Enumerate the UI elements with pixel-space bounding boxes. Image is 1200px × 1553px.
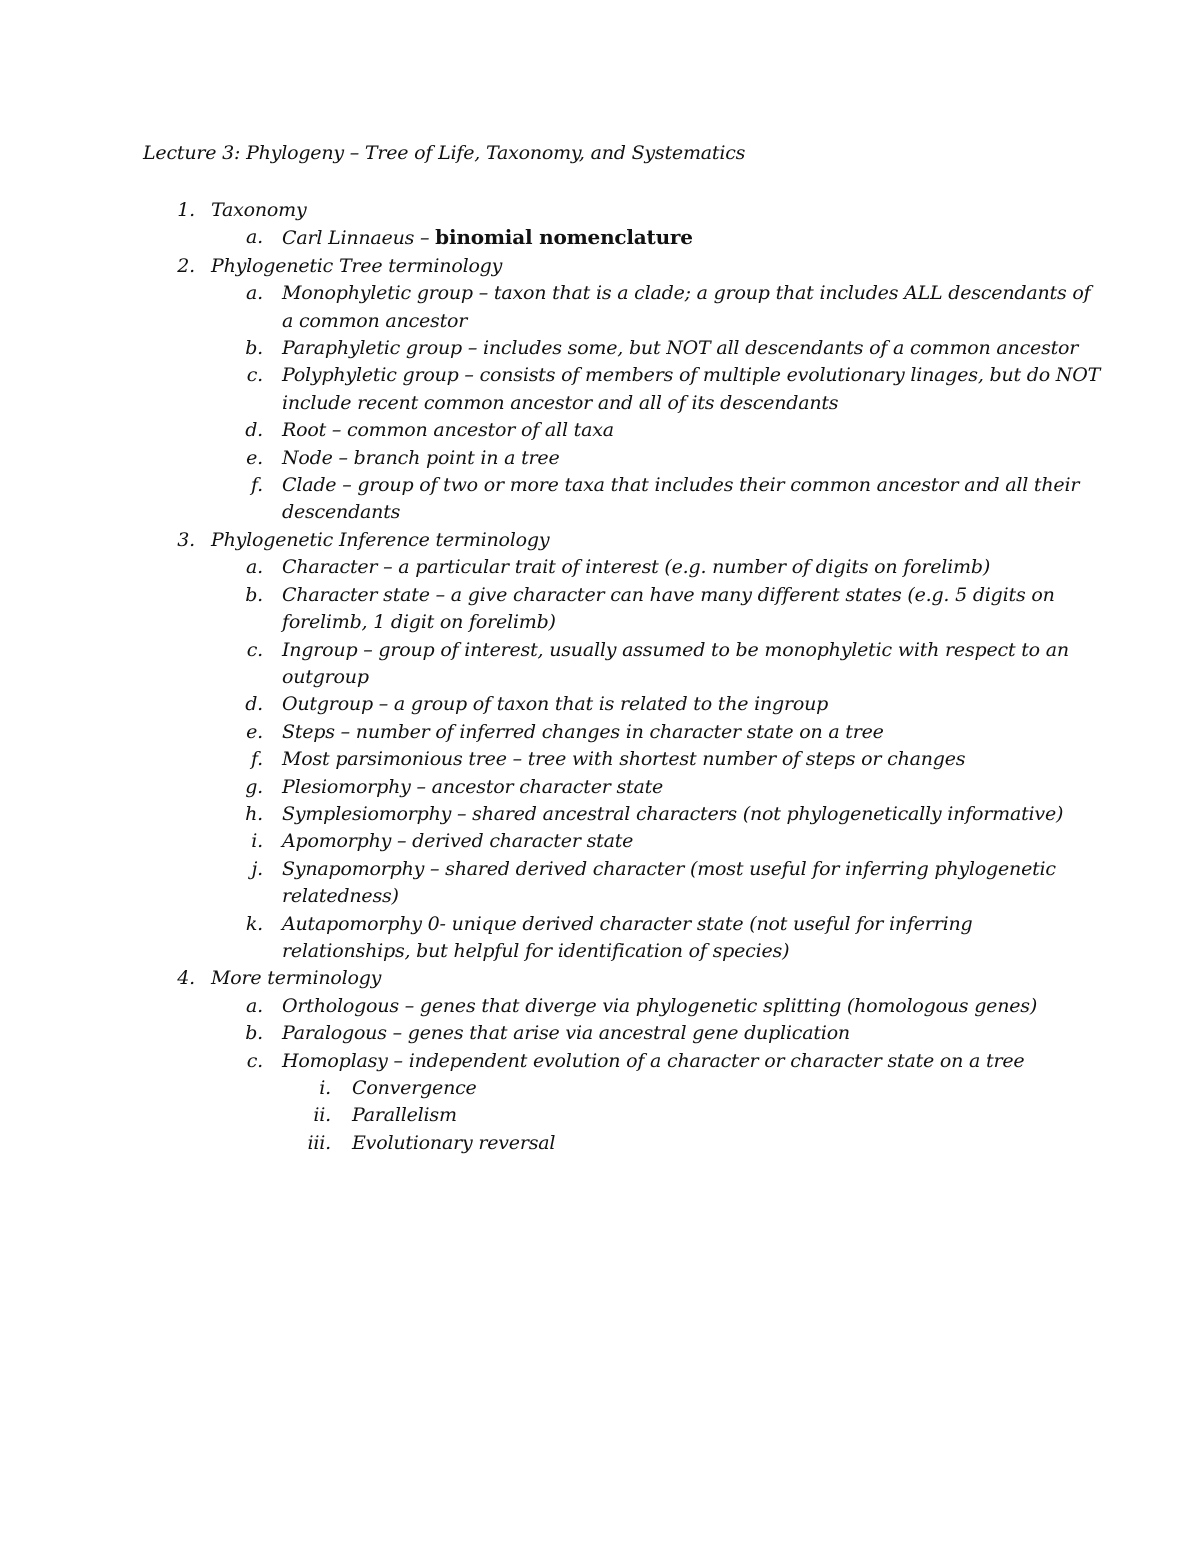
list-marker: a. — [246, 226, 263, 249]
list-item-text: Autapomorphy 0- unique derived character state (not useful for inferring relationships, but helpful for identification of species) — [282, 912, 973, 962]
list-marker: i. — [319, 1077, 331, 1099]
list-marker: k. — [245, 912, 263, 935]
list-item — [143, 856, 1103, 911]
list-item — [143, 1048, 1103, 1075]
list-marker: a. — [246, 556, 263, 579]
list-item — [143, 691, 1103, 718]
bold-term: binomial nomenclature — [435, 225, 693, 250]
list-item — [143, 911, 1103, 966]
list-item-text: Clade – group of two or more taxa that includes their common ancestor and all their descendants — [282, 474, 1080, 524]
section-more-terminology — [143, 965, 1103, 992]
list-marker: a. — [246, 994, 263, 1017]
list-item-text: Steps – number of inferred changes in character state on a tree — [282, 720, 884, 743]
list-item-text: Synapomorphy – shared derived character (most useful for inferring phylogenetic relatedness) — [282, 857, 1056, 908]
sub-list-item-text: Evolutionary reversal — [352, 1131, 556, 1154]
section-phylogenetic-tree-terminology — [143, 253, 1103, 280]
list-item-text: Paraphyletic group – includes some, but NOT all descendants of a common ancestor — [282, 337, 1079, 360]
list-item-text: Ingroup – group of interest, usually assumed to be monophyletic with respect to an outgroup — [282, 638, 1069, 688]
list-marker: ii. — [313, 1104, 331, 1127]
list-marker: c. — [246, 638, 263, 661]
list-item-text: Node – branch point in a tree — [282, 446, 560, 469]
list-marker: d. — [245, 693, 263, 716]
list-item — [143, 417, 1103, 444]
list-marker: 2. — [177, 254, 195, 277]
list-item — [143, 993, 1103, 1020]
list-item — [143, 224, 1103, 252]
list-item — [143, 472, 1103, 527]
list-item — [143, 801, 1103, 828]
list-item-term: Carl Linnaeus – — [282, 227, 436, 250]
list-marker: f. — [251, 748, 263, 771]
list-marker: 4. — [177, 967, 195, 990]
list-marker: e. — [246, 446, 263, 469]
list-marker: iii. — [307, 1131, 331, 1154]
list-item-text — [282, 224, 1103, 252]
list-marker: g. — [245, 775, 263, 798]
list-item-text: Symplesiomorphy – shared ancestral characters (not phylogenetically informative) — [282, 802, 1064, 825]
list-marker: b. — [245, 1022, 263, 1045]
list-marker: f. — [251, 474, 263, 497]
list-marker: 3. — [177, 528, 195, 551]
section-heading: More terminology — [211, 967, 382, 990]
list-item-text: Apomorphy – derived character state — [282, 830, 634, 853]
list-marker: b. — [245, 337, 263, 360]
section-heading: Phylogenetic Tree terminology — [211, 254, 503, 277]
list-item-text: Outgroup – a group of taxon that is related to the ingroup — [282, 693, 829, 716]
list-item-text: Most parsimonious tree – tree with shortest number of steps or changes — [282, 748, 966, 771]
list-marker: e. — [246, 720, 263, 743]
sub-list-item — [143, 1102, 1103, 1129]
list-item-text: Root – common ancestor of all taxa — [282, 419, 614, 442]
lecture-outline — [143, 197, 1103, 1157]
list-item-text: Orthologous – genes that diverge via phylogenetic splitting (homologous genes) — [282, 994, 1038, 1017]
sub-list-item-text: Parallelism — [352, 1104, 457, 1127]
list-marker: a. — [246, 282, 263, 305]
list-marker: 1. — [177, 199, 195, 221]
list-item — [143, 637, 1103, 692]
sub-list-item — [143, 1130, 1103, 1157]
list-item-text: Monophyletic group – taxon that is a clade; a group that includes ALL descendants of a common ancestor — [282, 282, 1091, 332]
list-item-text: Plesiomorphy – ancestor character state — [282, 775, 664, 798]
section-phylogenetic-inference-terminology — [143, 527, 1103, 554]
list-item-text: Character state – a give character can have many different states (e.g. 5 digits on forelimb, 1 digit on forelimb) — [282, 583, 1055, 634]
list-marker: j. — [251, 857, 263, 880]
list-marker: h. — [245, 802, 263, 825]
section-heading: Phylogenetic Inference terminology — [211, 528, 550, 551]
sub-list-item — [143, 1075, 1103, 1102]
list-item — [143, 280, 1103, 335]
list-item — [143, 1020, 1103, 1047]
list-item-text: Paralogous – genes that arise via ancestral gene duplication — [282, 1022, 850, 1045]
list-item — [143, 582, 1103, 637]
list-marker: c. — [246, 1049, 263, 1072]
section-taxonomy — [143, 197, 1103, 224]
list-item — [143, 554, 1103, 581]
list-marker: i. — [251, 830, 263, 853]
section-heading: Taxonomy — [211, 199, 307, 221]
list-item — [143, 335, 1103, 362]
document-title: Lecture 3: Phylogeny – Tree of Life, Taxonomy, and Systematics — [143, 142, 746, 164]
list-marker: b. — [245, 583, 263, 606]
list-item — [143, 445, 1103, 472]
list-item-text: Character – a particular trait of interest (e.g. number of digits on forelimb) — [282, 556, 991, 579]
list-item — [143, 774, 1103, 801]
list-marker: c. — [246, 364, 263, 387]
list-item — [143, 746, 1103, 773]
sub-list-item-text: Convergence — [352, 1077, 477, 1099]
list-marker: d. — [245, 419, 263, 442]
list-item — [143, 828, 1103, 855]
list-item — [143, 362, 1103, 417]
list-item-text: Polyphyletic group – consists of members of multiple evolutionary linages, but do NOT include recent common ancestor and all of its descendants — [282, 364, 1101, 414]
list-item — [143, 719, 1103, 746]
list-item-text: Homoplasy – independent evolution of a character or character state on a tree — [282, 1049, 1025, 1072]
